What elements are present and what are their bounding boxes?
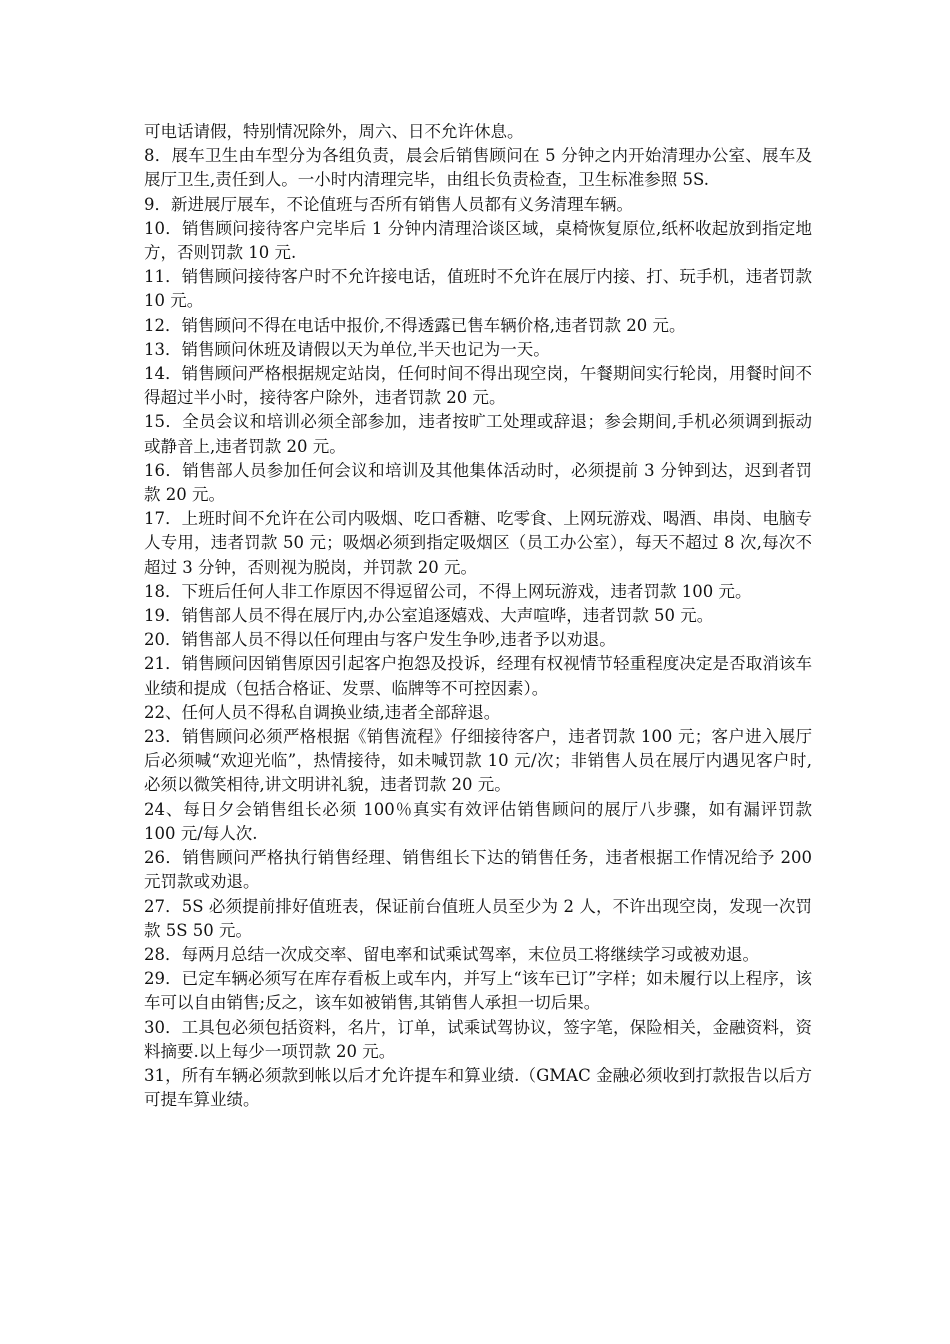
rule-24: 24、每日夕会销售组长必须 100％真实有效评估销售顾问的展厅八步骤，如有漏评罚款 100 元/每人次. [144,799,812,843]
rule-18: 18．下班后任何人非工作原因不得逗留公司，不得上网玩游戏，违者罚款 100 元。 [144,581,752,601]
paragraph-continuation: 可电话请假，特别情况除外，周六、日不允许休息。 [144,122,524,141]
rule-30: 30．工具包必须包括资料，名片，订单，试乘试驾协议，签字笔，保险相关，金融资料，资料摘要.以上每少一项罚款 20 元。 [144,1017,812,1061]
rule-8: 8．展车卫生由车型分为各组负责，晨会后销售顾问在 5 分钟之内开始清理办公室、展车及展厅卫生,责任到人。一小时内清理完毕，由组长负责检查，卫生标准参照 5S. [144,146,812,190]
rule-22: 22、任何人员不得私自调换业绩,违者全部辞退。 [144,702,501,722]
rule-19: 19．销售部人员不得在展厅内,办公室追逐嬉戏、大声喧哗，违者罚款 50 元。 [144,606,714,626]
rule-29: 29．已定车辆必须写在库存看板上或车内，并写上“该车已订”字样；如未履行以上程序，该车可以自由销售;反之，该车如被销售,其销售人承担一切后果。 [144,969,812,1013]
rule-26: 26．销售顾问严格执行销售经理、销售组长下达的销售任务，违者根据工作情况给予 200 元罚款或劝退。 [144,848,812,892]
rule-23: 23．销售顾问必须严格根据《销售流程》仔细接待客户，违者罚款 100 元；客户进入展厅后必须喊“欢迎光临”，热情接待，如未喊罚款 10 元/次；非销售人员在展厅内遇见客户时,必须以微笑相待,讲文明讲礼貌，违者罚款 20 元。 [144,727,812,795]
rule-17: 17．上班时间不允许在公司内吸烟、吃口香糖、吃零食、上网玩游戏、喝酒、串岗、电脑专人专用，违者罚款 50 元；吸烟必须到指定吸烟区（员工办公室），每天不超过 8 次,每次不超过 3 分钟，否则视为脱岗，并罚款 20 元。 [144,509,812,577]
rule-11: 11．销售顾问接待客户时不允许接电话，值班时不允许在展厅内接、打、玩手机，违者罚款 10 元。 [144,267,812,311]
rule-9: 9．新进展厅展车，不论值班与否所有销售人员都有义务清理车辆。 [144,194,633,214]
document-body [144,120,812,1112]
rule-28: 28．每两月总结一次成交率、留电率和试乘试驾率，末位员工将继续学习或被劝退。 [144,944,759,964]
rule-14: 14．销售顾问严格根据规定站岗，任何时间不得出现空岗，午餐期间实行轮岗，用餐时间不得超过半小时，接待客户除外，违者罚款 20 元。 [144,364,812,408]
rule-31: 31，所有车辆必须款到帐以后才允许提车和算业绩.（GMAC 金融必须收到打款报告以后方可提车算业绩。 [144,1065,812,1110]
rule-13: 13．销售顾问休班及请假以天为单位,半天也记为一天。 [144,339,550,359]
rule-10: 10．销售顾问接待客户完毕后 1 分钟内清理洽谈区域，桌椅恢复原位,纸杯收起放到指定地方，否则罚款 10 元. [144,218,812,263]
rule-27: 27．5S 必须提前排好值班表，保证前台值班人员至少为 2 人，不许出现空岗，发现一次罚款 5S 50 元。 [144,896,812,940]
rule-21: 21．销售顾问因销售原因引起客户抱怨及投诉，经理有权视情节轻重程度决定是否取消该车业绩和提成（包括合格证、发票、临牌等不可控因素）。 [144,654,812,698]
rule-20: 20．销售部人员不得以任何理由与客户发生争吵,违者予以劝退。 [144,630,616,650]
rule-12: 12．销售顾问不得在电话中报价,不得透露已售车辆价格,违者罚款 20 元。 [144,315,686,335]
rule-15: 15．全员会议和培训必须全部参加，违者按旷工处理或辞退；参会期间,手机必须调到振动或静音上,违者罚款 20 元。 [144,412,812,456]
rule-16: 16．销售部人员参加任何会议和培训及其他集体活动时，必须提前 3 分钟到达，迟到者罚款 20 元。 [144,460,812,505]
